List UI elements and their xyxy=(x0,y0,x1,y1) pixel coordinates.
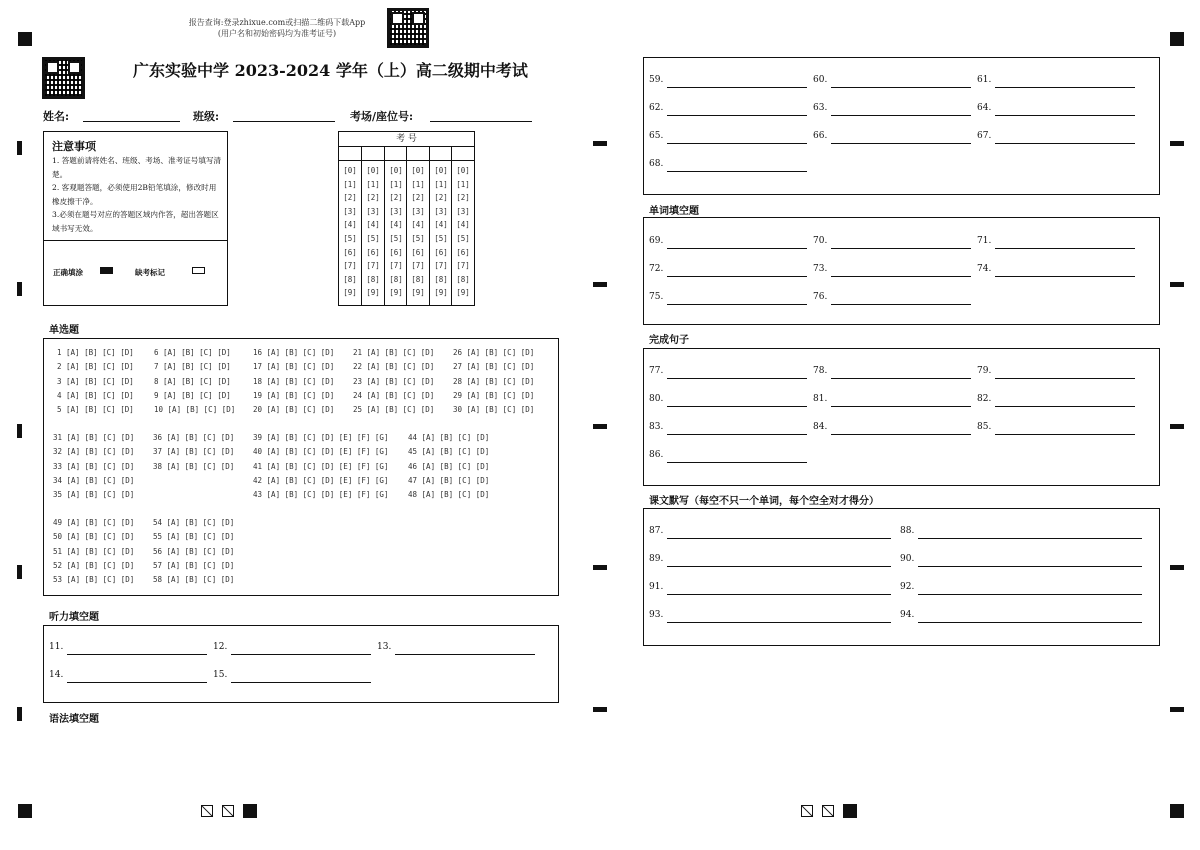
recite-box xyxy=(643,508,1160,646)
exam-digit-bubble[interactable]: [2] xyxy=(434,193,448,203)
notice-item: 1. 答题前请将姓名、班级、考场、准考证号填写清楚。 xyxy=(52,156,222,179)
report-line: (用户名和初始密码均为准考证号) xyxy=(217,29,337,38)
seat-field[interactable] xyxy=(430,121,532,122)
class-field[interactable] xyxy=(233,121,335,122)
answer-line[interactable] xyxy=(995,143,1135,144)
answer-line[interactable] xyxy=(831,276,971,277)
exam-digit-bubble[interactable]: [3] xyxy=(366,206,380,216)
exam-digit-bubble[interactable]: [6] xyxy=(389,247,403,257)
question-number: 91. xyxy=(649,582,664,592)
answer-line[interactable] xyxy=(995,115,1135,116)
exam-digit-bubble[interactable]: [0] xyxy=(434,166,448,175)
answer-line[interactable] xyxy=(995,378,1135,379)
single-choice-box xyxy=(43,338,559,596)
choice-row[interactable]: 6 [A] [B] [C] [D] xyxy=(154,348,231,357)
timing-mark xyxy=(593,707,607,712)
question-number: 61. xyxy=(977,75,992,85)
answer-line[interactable] xyxy=(995,434,1135,435)
choice-row[interactable]: 53 [A] [B] [C] [D] xyxy=(53,575,135,585)
name-field[interactable] xyxy=(83,121,180,122)
question-number: 70. xyxy=(813,236,828,246)
exam-digit-bubble[interactable]: [1] xyxy=(411,179,425,189)
choice-row[interactable]: 52 [A] [B] [C] [D] xyxy=(53,560,135,570)
exam-digit-bubble[interactable]: [4] xyxy=(434,220,448,230)
timing-mark xyxy=(593,282,607,287)
question-number: 94. xyxy=(900,610,915,620)
choice-row[interactable]: 44 [A] [B] [C] [D] xyxy=(408,433,490,442)
question-number: 72. xyxy=(649,264,664,274)
choice-row[interactable]: 26 [A] [B] [C] [D] xyxy=(453,348,535,357)
exam-digit-bubble[interactable]: [9] xyxy=(411,288,425,298)
answer-line[interactable] xyxy=(831,143,971,144)
choice-row[interactable]: 3 [A] [B] [C] [D] xyxy=(57,376,134,386)
question-number: 69. xyxy=(649,236,664,246)
choice-row[interactable]: 20 [A] [B] [C] [D] xyxy=(253,405,335,415)
timing-mark xyxy=(17,141,22,155)
choice-row[interactable]: 45 [A] [B] [C] [D] xyxy=(408,447,490,457)
answer-line[interactable] xyxy=(667,566,891,567)
answer-line[interactable] xyxy=(231,654,371,655)
sentence-box xyxy=(643,348,1160,486)
answer-line[interactable] xyxy=(67,654,207,655)
exam-digit-bubble[interactable]: [2] xyxy=(456,193,470,203)
timing-mark xyxy=(17,424,22,438)
exam-digit-bubble[interactable]: [4] xyxy=(456,220,470,230)
question-number: 87. xyxy=(649,526,664,536)
choice-row[interactable]: 55 [A] [B] [C] [D] xyxy=(153,532,235,542)
exam-digit-bubble[interactable]: [5] xyxy=(389,233,403,243)
choice-row[interactable]: 47 [A] [B] [C] [D] xyxy=(408,475,490,485)
question-number: 60. xyxy=(813,75,828,85)
question-number: 64. xyxy=(977,103,992,113)
exam-digit-column[interactable] xyxy=(362,164,384,300)
question-number: 73. xyxy=(813,264,828,274)
answer-line[interactable] xyxy=(395,654,535,655)
answer-line[interactable] xyxy=(667,248,807,249)
exam-digit-bubble[interactable]: [2] xyxy=(343,193,357,203)
exam-digit-bubble[interactable]: [0] xyxy=(343,166,357,175)
exam-digit-column[interactable] xyxy=(339,164,361,300)
fill-label: 正确填涂 xyxy=(53,268,83,277)
answer-line[interactable] xyxy=(918,622,1142,623)
choice-row[interactable]: 1 [A] [B] [C] [D] xyxy=(57,348,134,357)
exam-digit-bubble[interactable]: [3] xyxy=(411,206,425,216)
notice-list xyxy=(52,154,222,235)
corner-mark xyxy=(1170,804,1184,818)
exam-digit-bubble[interactable]: [6] xyxy=(456,247,470,257)
choice-row[interactable]: 40 [A] [B] [C] [D] [E] [F] [G] xyxy=(253,447,389,457)
question-number: 83. xyxy=(649,422,664,432)
crossed-box xyxy=(222,805,234,817)
exam-digit-bubble[interactable]: [4] xyxy=(343,220,357,230)
corner-mark xyxy=(843,804,857,818)
timing-mark xyxy=(1170,141,1184,146)
exam-digit-bubble[interactable]: [1] xyxy=(366,179,380,189)
notice-item: 2. 客观题答题，必须使用2B铅笔填涂，修改时用橡皮擦干净。 xyxy=(52,183,217,206)
answer-line[interactable] xyxy=(667,171,807,172)
choice-row[interactable]: 21 [A] [B] [C] [D] xyxy=(353,348,435,357)
answer-line[interactable] xyxy=(667,434,807,435)
timing-mark xyxy=(17,707,22,721)
choice-row[interactable]: 18 [A] [B] [C] [D] xyxy=(253,376,335,386)
answer-line[interactable] xyxy=(667,276,807,277)
choice-row[interactable]: 8 [A] [B] [C] [D] xyxy=(154,376,231,386)
fill-sample xyxy=(100,267,113,274)
exam-digit-bubble[interactable]: [1] xyxy=(343,179,357,189)
choice-row[interactable]: 37 [A] [B] [C] [D] xyxy=(153,447,235,457)
answer-line[interactable] xyxy=(831,115,971,116)
question-number: 79. xyxy=(977,366,992,376)
choice-row[interactable]: 51 [A] [B] [C] [D] xyxy=(53,546,135,556)
question-number: 90. xyxy=(900,554,915,564)
corner-mark xyxy=(18,32,32,46)
notice-title: 注意事项 xyxy=(52,140,96,153)
exam-digit-column[interactable] xyxy=(430,164,452,300)
choice-row[interactable]: 54 [A] [B] [C] [D] xyxy=(153,518,235,527)
question-number: 65. xyxy=(649,131,664,141)
question-number: 59. xyxy=(649,75,664,85)
choice-row[interactable]: 38 [A] [B] [C] [D] xyxy=(153,461,235,471)
name-label: 姓名: xyxy=(43,110,70,123)
exam-digit-bubble[interactable]: [5] xyxy=(343,233,357,243)
question-number: 66. xyxy=(813,131,828,141)
seat-label: 考场/座位号: xyxy=(350,110,414,123)
question-number: 14. xyxy=(49,670,64,680)
question-number: 12. xyxy=(213,642,228,652)
answer-line[interactable] xyxy=(995,276,1135,277)
question-number: 77. xyxy=(649,366,664,376)
question-number: 84. xyxy=(813,422,828,432)
answer-line[interactable] xyxy=(67,682,207,683)
divider xyxy=(44,240,227,241)
exam-digit-column[interactable] xyxy=(407,164,429,300)
question-number: 68. xyxy=(649,159,664,169)
question-number: 62. xyxy=(649,103,664,113)
answer-line[interactable] xyxy=(667,143,807,144)
choice-row[interactable]: 16 [A] [B] [C] [D] xyxy=(253,348,335,357)
exam-digit-bubble[interactable]: [8] xyxy=(389,274,403,284)
exam-digit-bubble[interactable]: [2] xyxy=(411,193,425,203)
choice-row[interactable]: 19 [A] [B] [C] [D] xyxy=(253,390,335,400)
choice-row[interactable]: 28 [A] [B] [C] [D] xyxy=(453,376,535,386)
exam-digit-bubble[interactable]: [5] xyxy=(434,233,448,243)
choice-row[interactable]: 34 [A] [B] [C] [D] xyxy=(53,475,135,485)
corner-mark xyxy=(243,804,257,818)
report-info xyxy=(172,17,382,39)
choice-row[interactable]: 24 [A] [B] [C] [D] xyxy=(353,390,435,400)
section-title-single-choice: 单选题 xyxy=(49,325,79,336)
choice-row[interactable]: 41 [A] [B] [C] [D] [E] [F] [G] xyxy=(253,461,389,471)
exam-digit-column[interactable] xyxy=(385,164,407,300)
answer-line[interactable] xyxy=(831,87,971,88)
choice-row[interactable]: 30 [A] [B] [C] [D] xyxy=(453,405,535,415)
question-number: 13. xyxy=(377,642,392,652)
crossed-box xyxy=(201,805,213,817)
fill-box-59-68 xyxy=(643,57,1160,195)
answer-line[interactable] xyxy=(995,87,1135,88)
exam-digit-bubble[interactable]: [9] xyxy=(389,288,403,298)
question-number: 81. xyxy=(813,394,828,404)
question-number: 92. xyxy=(900,582,915,592)
answer-line[interactable] xyxy=(667,87,807,88)
choice-row[interactable]: 31 [A] [B] [C] [D] xyxy=(53,433,135,442)
report-line: 报告查询:登录zhixue.com或扫描二维码下载App xyxy=(188,18,366,27)
crossed-box xyxy=(801,805,813,817)
exam-digit-bubble[interactable]: [6] xyxy=(434,247,448,257)
answer-line[interactable] xyxy=(667,115,807,116)
exam-digit-bubble[interactable]: [5] xyxy=(411,233,425,243)
question-number: 93. xyxy=(649,610,664,620)
notice-item: 3.必须在题号对应的答题区域内作答，超出答题区域书写无效。 xyxy=(52,210,219,233)
question-number: 89. xyxy=(649,554,664,564)
qr-code-icon xyxy=(42,57,85,99)
exam-digit-bubble[interactable]: [3] xyxy=(434,206,448,216)
word-fill-box xyxy=(643,217,1160,325)
question-number: 67. xyxy=(977,131,992,141)
choice-row[interactable]: 35 [A] [B] [C] [D] xyxy=(53,490,135,500)
exam-number-box xyxy=(338,131,475,306)
answer-line[interactable] xyxy=(831,248,971,249)
answer-line[interactable] xyxy=(831,304,971,305)
answer-line[interactable] xyxy=(831,434,971,435)
answer-line[interactable] xyxy=(667,594,891,595)
answer-line[interactable] xyxy=(231,682,371,683)
answer-line[interactable] xyxy=(667,538,891,539)
answer-line[interactable] xyxy=(918,594,1142,595)
section-title-recite: 课文默写（每空不只一个单词，每个空全对才得分） xyxy=(649,496,879,507)
choice-row[interactable]: 36 [A] [B] [C] [D] xyxy=(153,433,235,442)
exam-digit-bubble[interactable]: [8] xyxy=(456,274,470,284)
section-title-word-fill: 单词填空题 xyxy=(649,206,699,217)
exam-digit-bubble[interactable]: [2] xyxy=(366,193,380,203)
exam-digit-bubble[interactable]: [7] xyxy=(343,261,357,271)
exam-digit-bubble[interactable]: [0] xyxy=(366,166,380,175)
answer-line[interactable] xyxy=(667,406,807,407)
exam-digit-bubble[interactable]: [7] xyxy=(411,261,425,271)
choice-row[interactable]: 33 [A] [B] [C] [D] xyxy=(53,461,135,471)
question-number: 75. xyxy=(649,292,664,302)
choice-row[interactable]: 7 [A] [B] [C] [D] xyxy=(154,362,231,372)
answer-line[interactable] xyxy=(831,378,971,379)
exam-digit-bubble[interactable]: [5] xyxy=(366,233,380,243)
timing-mark xyxy=(1170,565,1184,570)
exam-digit-bubble[interactable]: [7] xyxy=(389,261,403,271)
choice-row[interactable]: 17 [A] [B] [C] [D] xyxy=(253,362,335,372)
choice-row[interactable]: 29 [A] [B] [C] [D] xyxy=(453,390,535,400)
choice-row[interactable]: 58 [A] [B] [C] [D] xyxy=(153,575,235,585)
choice-row[interactable]: 57 [A] [B] [C] [D] xyxy=(153,560,235,570)
choice-row[interactable]: 42 [A] [B] [C] [D] [E] [F] [G] xyxy=(253,475,389,485)
exam-digit-bubble[interactable]: [8] xyxy=(434,274,448,284)
choice-row[interactable]: 56 [A] [B] [C] [D] xyxy=(153,546,235,556)
question-number: 71. xyxy=(977,236,992,246)
choice-row[interactable]: 10 [A] [B] [C] [D] xyxy=(154,405,236,415)
exam-digit-bubble[interactable]: [9] xyxy=(366,288,380,298)
choice-row[interactable]: 39 [A] [B] [C] [D] [E] [F] [G] xyxy=(253,433,389,442)
exam-digit-bubble[interactable]: [9] xyxy=(343,288,357,298)
question-number: 74. xyxy=(977,264,992,274)
answer-line[interactable] xyxy=(831,406,971,407)
section-title-grammar: 语法填空题 xyxy=(49,714,99,725)
exam-digit-bubble[interactable]: [6] xyxy=(411,247,425,257)
exam-digit-bubble[interactable]: [0] xyxy=(456,166,470,175)
exam-digit-bubble[interactable]: [7] xyxy=(434,261,448,271)
exam-digit-bubble[interactable]: [4] xyxy=(411,220,425,230)
answer-line[interactable] xyxy=(667,304,807,305)
notice-box xyxy=(43,131,228,306)
answer-line[interactable] xyxy=(667,378,807,379)
corner-mark xyxy=(1170,32,1184,46)
choice-row[interactable]: 43 [A] [B] [C] [D] [E] [F] [G] xyxy=(253,490,389,500)
timing-mark xyxy=(17,565,22,579)
answer-line[interactable] xyxy=(918,566,1142,567)
exam-digit-bubble[interactable]: [2] xyxy=(389,193,403,203)
exam-digit-bubble[interactable]: [8] xyxy=(343,274,357,284)
timing-mark xyxy=(593,565,607,570)
choice-row[interactable]: 2 [A] [B] [C] [D] xyxy=(57,362,134,372)
choice-row[interactable]: 5 [A] [B] [C] [D] xyxy=(57,405,134,415)
class-label: 班级: xyxy=(193,110,220,123)
exam-digit-bubble[interactable]: [3] xyxy=(456,206,470,216)
exam-digit-bubble[interactable]: [9] xyxy=(456,288,470,298)
exam-digit-bubble[interactable]: [1] xyxy=(456,179,470,189)
choice-row[interactable]: 4 [A] [B] [C] [D] xyxy=(57,390,134,400)
question-number: 63. xyxy=(813,103,828,113)
exam-digit-bubble[interactable]: [0] xyxy=(411,166,425,175)
choice-row[interactable]: 27 [A] [B] [C] [D] xyxy=(453,362,535,372)
exam-digit-bubble[interactable]: [8] xyxy=(366,274,380,284)
answer-line[interactable] xyxy=(918,538,1142,539)
listening-box xyxy=(43,625,559,703)
choice-row[interactable]: 32 [A] [B] [C] [D] xyxy=(53,447,135,457)
question-number: 78. xyxy=(813,366,828,376)
exam-digit-bubble[interactable]: [4] xyxy=(366,220,380,230)
exam-digit-bubble[interactable]: [1] xyxy=(434,179,448,189)
choice-row[interactable]: 49 [A] [B] [C] [D] xyxy=(53,518,135,527)
exam-digit-bubble[interactable]: [7] xyxy=(456,261,470,271)
choice-row[interactable]: 50 [A] [B] [C] [D] xyxy=(53,532,135,542)
exam-digit-bubble[interactable]: [0] xyxy=(389,166,403,175)
timing-mark xyxy=(593,141,607,146)
exam-number-label: 考 号 xyxy=(339,132,474,147)
answer-line[interactable] xyxy=(995,406,1135,407)
question-number: 85. xyxy=(977,422,992,432)
exam-digit-bubble[interactable]: [3] xyxy=(343,206,357,216)
choice-row[interactable]: 25 [A] [B] [C] [D] xyxy=(353,405,435,415)
choice-row[interactable]: 48 [A] [B] [C] [D] xyxy=(408,490,490,500)
exam-digit-column[interactable] xyxy=(452,164,474,300)
choice-row[interactable]: 9 [A] [B] [C] [D] xyxy=(154,390,231,400)
question-number: 76. xyxy=(813,292,828,302)
exam-digit-bubble[interactable]: [9] xyxy=(434,288,448,298)
choice-row[interactable]: 23 [A] [B] [C] [D] xyxy=(353,376,435,386)
exam-digit-bubble[interactable]: [3] xyxy=(389,206,403,216)
exam-digit-bubble[interactable]: [1] xyxy=(389,179,403,189)
answer-line[interactable] xyxy=(667,622,891,623)
choice-row[interactable]: 46 [A] [B] [C] [D] xyxy=(408,461,490,471)
crossed-box xyxy=(822,805,834,817)
question-number: 86. xyxy=(649,450,664,460)
section-title-listening: 听力填空题 xyxy=(49,612,99,623)
question-number: 88. xyxy=(900,526,915,536)
exam-digit-bubble[interactable]: [6] xyxy=(366,247,380,257)
timing-mark xyxy=(593,424,607,429)
timing-mark xyxy=(1170,424,1184,429)
exam-digit-bubble[interactable]: [5] xyxy=(456,233,470,243)
timing-mark xyxy=(17,282,22,296)
timing-mark xyxy=(1170,282,1184,287)
exam-digit-bubble[interactable]: [7] xyxy=(366,261,380,271)
corner-mark xyxy=(18,804,32,818)
question-number: 80. xyxy=(649,394,664,404)
absent-label: 缺考标记 xyxy=(135,268,165,277)
answer-line[interactable] xyxy=(995,248,1135,249)
choice-row[interactable]: 22 [A] [B] [C] [D] xyxy=(353,362,435,372)
qr-code-icon xyxy=(387,8,429,48)
page-title: 广东实验中学 2023-2024 学年（上）高二级期中考试 xyxy=(133,61,528,80)
answer-line[interactable] xyxy=(667,462,807,463)
exam-digit-bubble[interactable]: [6] xyxy=(343,247,357,257)
question-number: 82. xyxy=(977,394,992,404)
timing-mark xyxy=(1170,707,1184,712)
question-number: 11. xyxy=(49,642,64,652)
exam-digit-bubble[interactable]: [8] xyxy=(411,274,425,284)
section-title-sentence: 完成句子 xyxy=(649,335,689,346)
exam-digit-bubble[interactable]: [4] xyxy=(389,220,403,230)
question-number: 15. xyxy=(213,670,228,680)
absent-checkbox[interactable] xyxy=(192,267,205,274)
